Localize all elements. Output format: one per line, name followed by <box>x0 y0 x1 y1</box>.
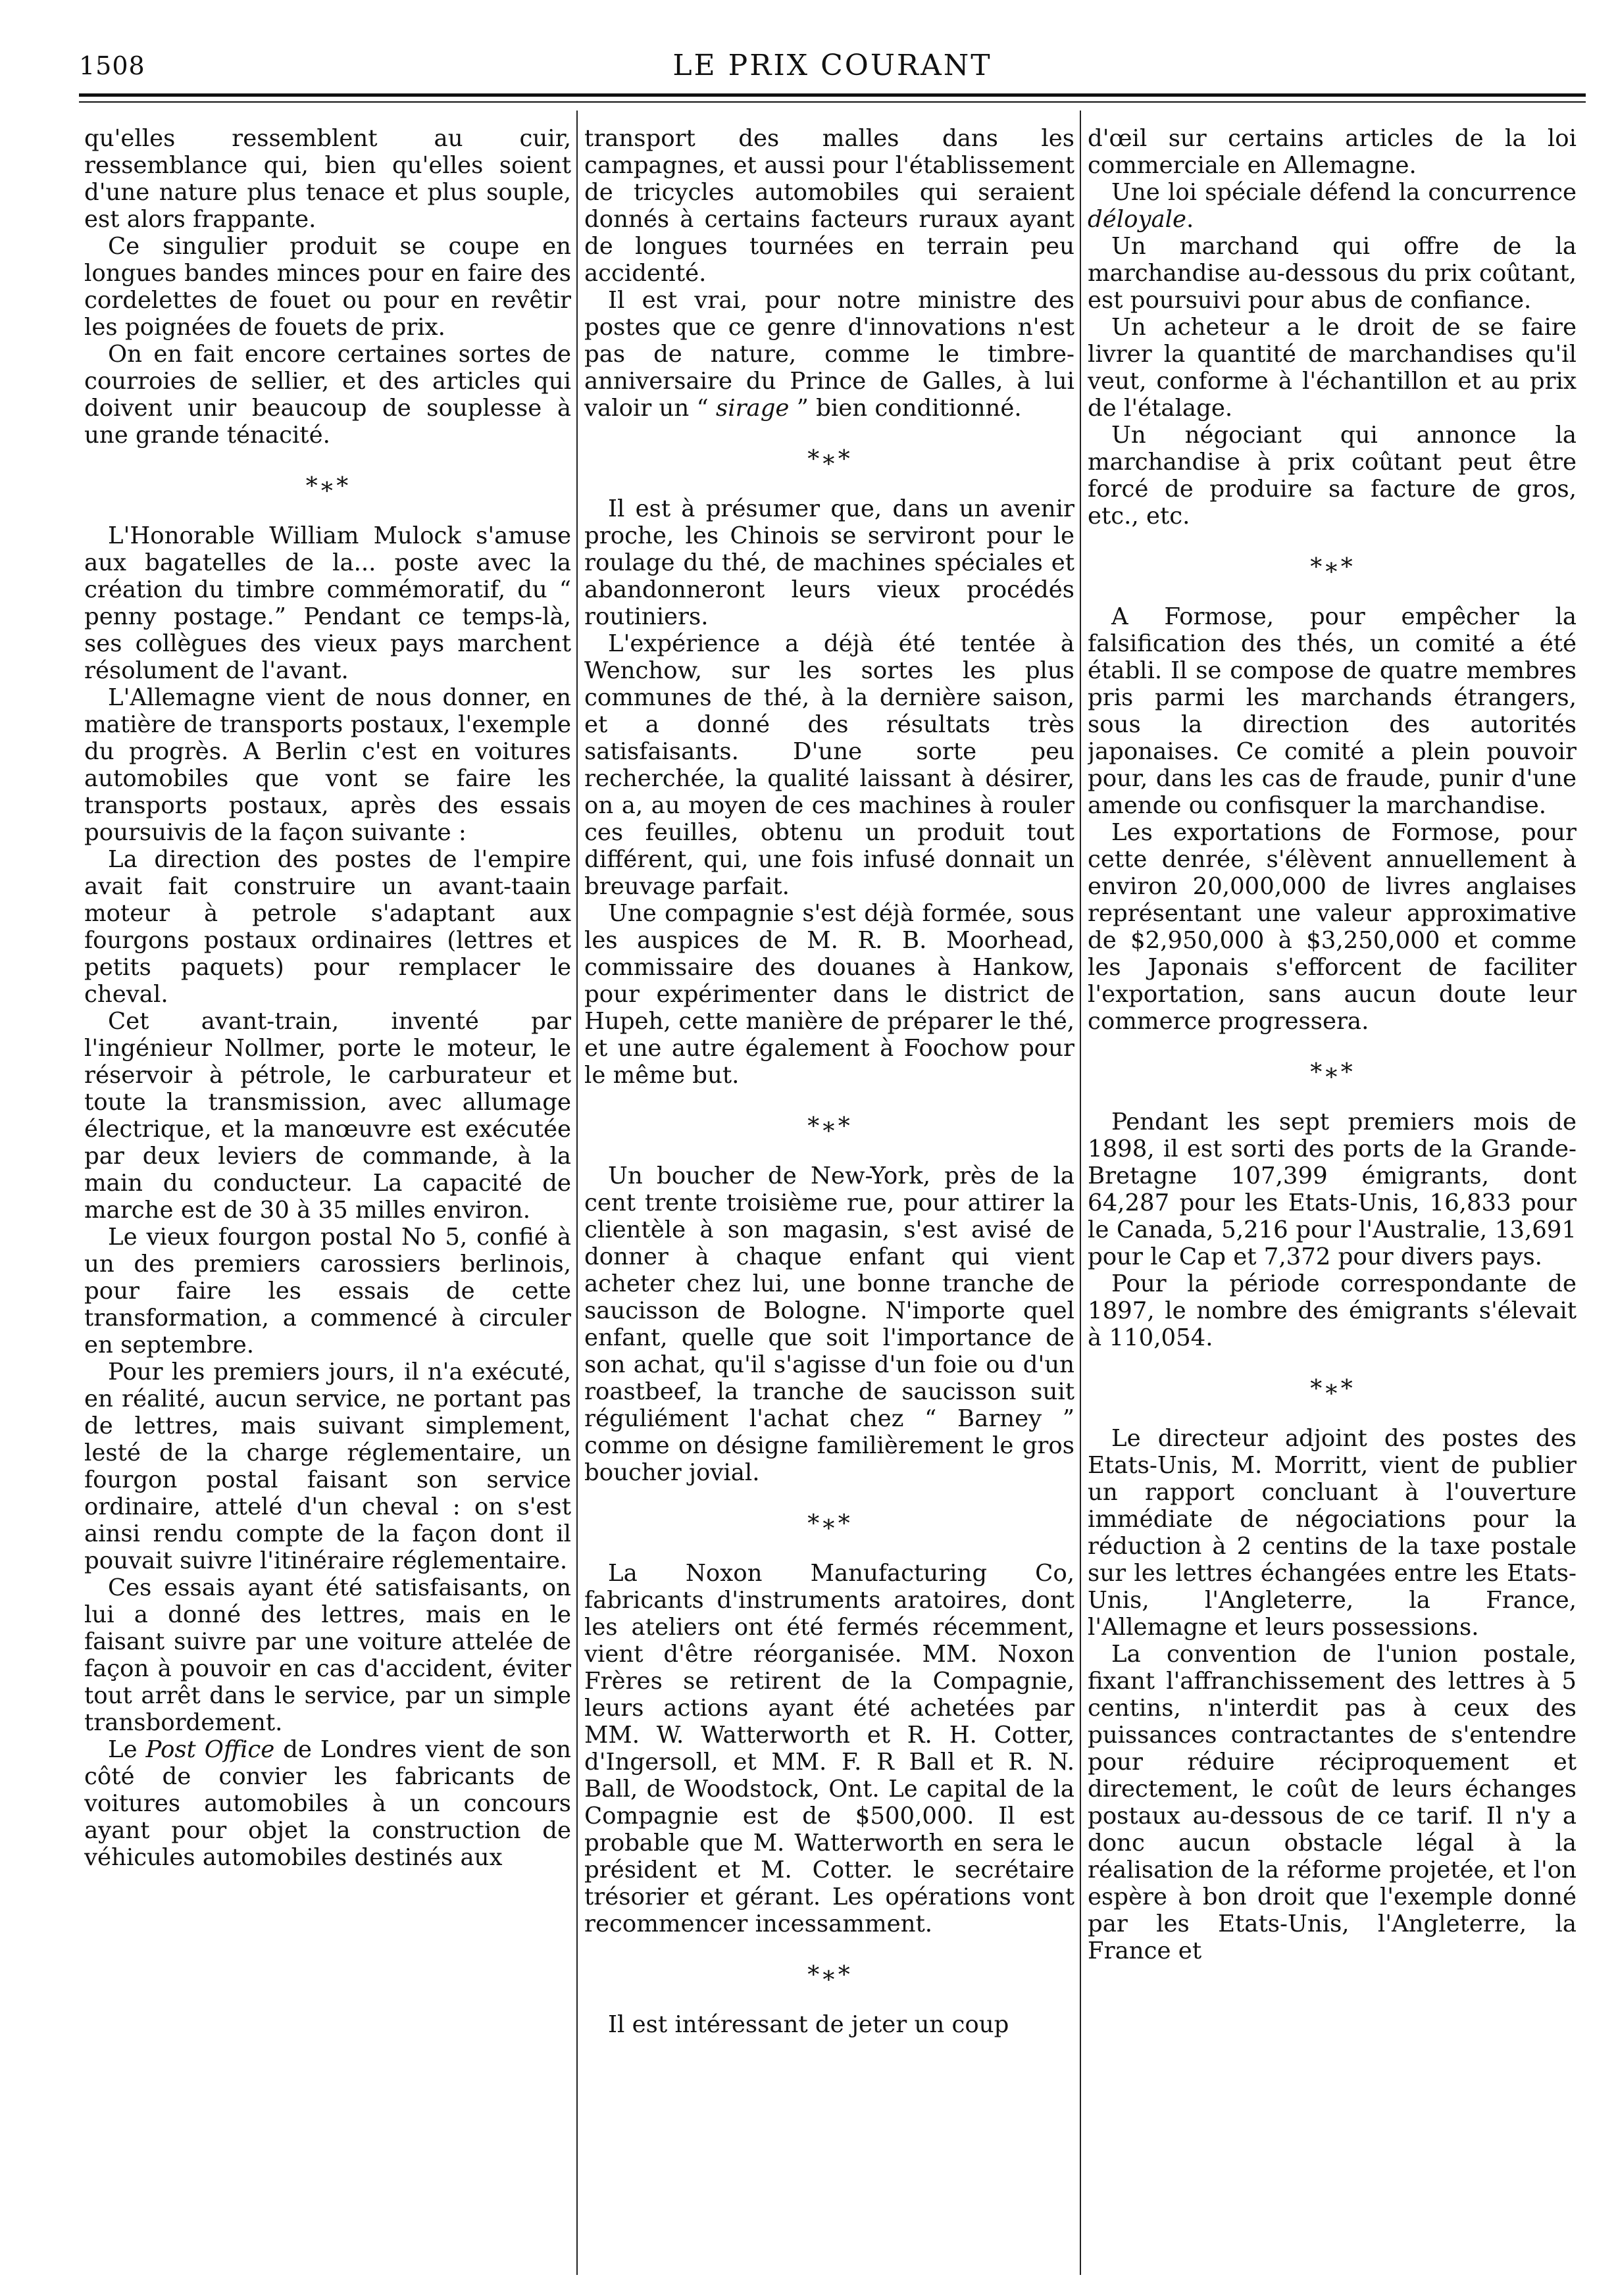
italic-term: sirage <box>716 395 790 422</box>
column-rule-2 <box>1080 111 1081 2275</box>
column-3 <box>1088 125 1577 2289</box>
paragraph-text: Une loi spéciale défend la concurrence <box>1111 179 1577 206</box>
article-paragraph: L'Honorable William Mulock s'amuse aux bagatelles de la... poste avec la création du timbre commémoratif, du “ penny postage.” Pendant ce temps-là, ses collègues des vieux pays marchent résolument de l'avant. <box>84 522 571 684</box>
article-paragraph <box>584 287 1074 422</box>
article-paragraph <box>84 1736 571 1871</box>
section-separator-asterism: *∗* <box>807 1962 851 1989</box>
article-paragraph: Il est intéressant de jeter un coup <box>608 2011 1009 2038</box>
italic-term: déloyale <box>1088 206 1187 233</box>
article-paragraph: La direction des postes de l'empire avait fait construire un avant-taain moteur à petrole s'adaptant aux fourgons postaux ordinaires (lettres et petits paquets) pour remplacer le cheval. <box>84 846 571 1008</box>
journal-title: LE PRIX COURANT <box>672 49 992 82</box>
article-paragraph: Cet avant-train, inventé par l'ingénieur Nollmer, porte le moteur, le réservoir à pétrole, le carburateur et toute la transmission, avec allumage électrique, et la manœuvre est exécutée par deux leviers de commande, à la main du conducteur. La capacité de marche est de 30 à 35 milles environ. <box>84 1008 571 1224</box>
column-rule-1 <box>576 111 578 2275</box>
section-separator-asterism: *∗* <box>1310 554 1354 581</box>
section-separator-asterism: *∗* <box>807 1510 851 1537</box>
article-paragraph: Pour la période correspondante de 1897, le nombre des émigrants s'élevait à 110,054. <box>1088 1270 1577 1351</box>
column-1 <box>84 125 571 2289</box>
paragraph-text: Il est vrai, pour notre ministre des postes que ce genre d'innovations n'est pas de nature, comme le timbre-anniversaire du Prince de Galles, à lui valoir un “ <box>584 287 1074 422</box>
article-paragraph: d'œil sur certains articles de la loi commerciale en Allemagne. <box>1088 125 1577 179</box>
article-paragraph: Un négociant qui annonce la marchandise à prix coûtant peut être forcé de produire sa facture de gros, etc., etc. <box>1088 422 1577 530</box>
article-paragraph: L'Allemagne vient de nous donner, en matière de transports postaux, l'exemple du progrès. A Berlin c'est en voitures automobiles que vont se faire les transports postaux, après des essais poursuivis de la façon suivante : <box>84 684 571 846</box>
article-paragraph: Ces essais ayant été satisfaisants, on lui a donné des lettres, mais en le faisant suivre par une voiture attelée de façon à pouvoir en cas d'accident, éviter tout arrêt dans le service, par un simple transbordement. <box>84 1574 571 1736</box>
article-paragraph: Ce singulier produit se coupe en longues bandes minces pour en faire des cordelettes de fouet ou pour en revêtir les poignées de fouets de prix. <box>84 233 571 341</box>
article-paragraph: Le directeur adjoint des postes des Etats-Unis, M. Morritt, vient de publier un rapport concluant à l'ouverture immédiate de négociations pour la réduction à 2 centins de la taxe postale sur les lettres échangées entre les Etats-Unis, l'Angleterre, la France, l'Allemagne et leurs possessions. <box>1088 1425 1577 1641</box>
article-paragraph: Un marchand qui offre de la marchandise au-dessous du prix coûtant, est poursuivi pour abus de confiance. <box>1088 233 1577 314</box>
paragraph-text: Le <box>108 1736 146 1763</box>
article-paragraph: qu'elles ressemblent au cuir, ressemblance qui, bien qu'elles soient d'une nature plus tenace et plus souple, est alors frappante. <box>84 125 571 233</box>
article-paragraph: transport des malles dans les campagnes, et aussi pour l'établissement de tricycles automobiles qui seraient donnés à certains facteurs ruraux ayant de longues tournées en terrain peu accidenté. <box>584 125 1074 287</box>
article-paragraph: Pour les premiers jours, il n'a exécuté, en réalité, aucun service, ne portant pas de lettres, mais suivant simplement, lesté de la charge réglementaire, un fourgon postal faisant son service ordinaire, attelé d'un cheval : on s'est ainsi rendu compte de la façon dont il pouvait suivre l'itinéraire réglementaire. <box>84 1359 571 1574</box>
section-separator-asterism: *∗* <box>305 473 350 500</box>
article-paragraph: La convention de l'union postale, fixant l'affranchissement des lettres à 5 centins, n'interdit pas à ceux des puissances contractantes de s'entendre pour réduire réciproquement et directement, le coût de leurs échanges postaux au-dessous de ce tarif. Il n'y a donc aucun obstacle légal à la réalisation de la réforme projetée, et l'on espère à bon droit que l'exemple donné par les Etats-Unis, l'Angleterre, la France et <box>1088 1641 1577 1964</box>
article-paragraph: Une compagnie s'est déjà formée, sous les auspices de M. R. B. Moorhead, commissaire des douanes à Hankow, pour expérimenter dans le district de Hupeh, cette manière de préparer le thé, et une autre également à Foochow pour le même but. <box>584 900 1074 1089</box>
article-paragraph: Les exportations de Formose, pour cette denrée, s'élèvent annuellement à environ 20,000,000 de livres anglaises représentant une valeur approximative de $2,950,000 à $3,250,000 et comme les Japonais s'efforcent de faciliter l'exportation, sans aucun doute leur commerce progressera. <box>1088 819 1577 1035</box>
article-paragraph: Il est à présumer que, dans un avenir proche, les Chinois se serviront pour le roulage du thé, de machines spéciales et abandonneront leurs vieux procédés routiniers. <box>584 495 1074 630</box>
section-separator-asterism: *∗* <box>807 1113 851 1140</box>
section-separator-asterism: *∗* <box>807 446 851 473</box>
paragraph-text: . <box>1186 206 1194 233</box>
article-paragraph: Un boucher de New-York, près de la cent trente troisième rue, pour attirer la clientèle à son magasin, s'est avisé de donner à chaque enfant qui vient acheter chez lui, une bonne tranche de saucisson de Bologne. N'importe quel enfant, quelle que soit l'importance de son achat, qu'il s'agisse d'un foie ou d'un roastbeef, la tranche de saucisson suit réguliément l'achat chez “ Barney ” comme on désigne familièrement le gros boucher jovial. <box>584 1162 1074 1486</box>
page-number: 1508 <box>79 51 145 80</box>
section-separator-asterism: *∗* <box>1310 1059 1354 1086</box>
header-rule-thick <box>79 93 1586 97</box>
paragraph-text: ” bien conditionné. <box>789 395 1022 422</box>
article-paragraph: On en fait encore certaines sortes de courroies de sellier, et des articles qui doivent unir beaucoup de souplesse à une grande ténacité. <box>84 341 571 449</box>
page-header <box>79 39 1586 92</box>
article-paragraph: La Noxon Manufacturing Co, fabricants d'instruments aratoires, dont les ateliers ont été fermés récemment, vient d'être réorganisée. MM. Noxon Frères se retirent de la Compagnie, leurs actions ayant été achetées par MM. W. Watterworth et R. H. Cotter, d'Ingersoll, et MM. F. R Ball et R. N. Ball, de Woodstock, Ont. Le capital de la Compagnie est de $500,000. Il est probable que M. Watterworth en sera le président et M. Cotter. le secrétaire trésorier et gérant. Les opérations vont recommencer incessamment. <box>584 1560 1074 1937</box>
article-paragraph: Pendant les sept premiers mois de 1898, il est sorti des ports de la Grande-Bretagne 107,399 émigrants, dont 64,287 pour les Etats-Unis, 16,833 pour le Canada, 5,216 pour l'Australie, 13,691 pour le Cap et 7,372 pour divers pays. <box>1088 1109 1577 1270</box>
column-2 <box>584 125 1074 2289</box>
article-paragraph: Un acheteur a le droit de se faire livrer la quantité de marchandises qu'il veut, conforme à l'échantillon et au prix de l'étalage. <box>1088 314 1577 422</box>
italic-term: Post Office <box>145 1736 275 1763</box>
article-paragraph <box>1088 179 1577 233</box>
article-paragraph: Le vieux fourgon postal No 5, confié à un des premiers carossiers berlinois, pour faire les essais de cette transformation, a commencé à circuler en septembre. <box>84 1224 571 1359</box>
section-separator-asterism: *∗* <box>1310 1376 1354 1403</box>
article-paragraph: A Formose, pour empêcher la falsification des thés, un comité a été établi. Il se compose de quatre membres pris parmi les marchands étrangers, sous la direction des autorités japonaises. Ce comité a plein pouvoir pour, dans les cas de fraude, punir d'une amende ou confisquer la marchandise. <box>1088 603 1577 819</box>
article-paragraph: L'expérience a déjà été tentée à Wenchow, sur les sortes les plus communes de thé, à la dernière saison, et a donné des résultats très satisfaisants. D'une sorte peu recherchée, la qualité laissant à désirer, on a, au moyen de ces machines à rouler ces feuilles, obtenu un produit tout différent, qui, une fois infusé donnait un breuvage parfait. <box>584 630 1074 900</box>
header-rule-thin <box>79 101 1586 103</box>
paragraph-text: de Londres vient de son côté de convier les fabricants de voitures automobiles à un concours ayant pour objet la construction de véhicules automobiles destinés aux <box>84 1736 571 1871</box>
